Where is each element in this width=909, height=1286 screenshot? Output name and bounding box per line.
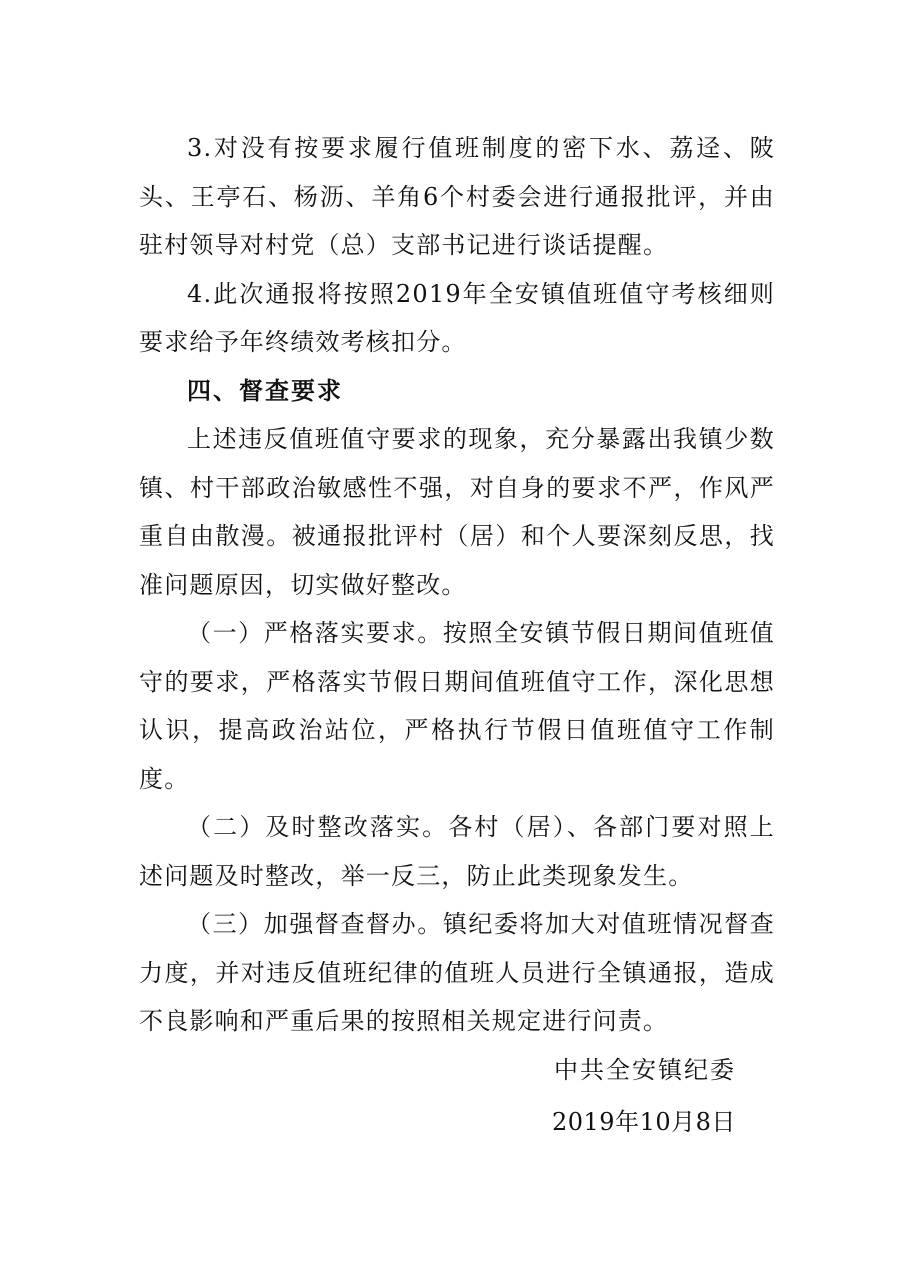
paragraph-intro: 上述违反值班值守要求的现象，充分暴露出我镇少数镇、村干部政治敏感性不强，对自身的要求不严，作风严重自由散漫。被通报批评村（居）和个人要深刻反思，找准问题原因，切实做好整改。 xyxy=(139,425,775,599)
paragraph-item-4: 4.此次通报将按照2019年全安镇值班值守考核细则要求给予年终绩效考核扣分。 xyxy=(139,279,775,356)
paragraph-requirement-1: （一）严格落实要求。按照全安镇节假日期间值班值守的要求，严格落实节假日期间值班值守工作，深化思想认识，提高政治站位，严格执行节假日值班值守工作制度。 xyxy=(139,619,775,793)
issue-date: 2019年10月8日 xyxy=(552,1107,736,1136)
document-body xyxy=(139,124,775,1146)
issuer-signature: 中共全安镇纪委 xyxy=(554,1055,736,1084)
paragraph-item-3: 3.对没有按要求履行值班制度的密下水、荔迳、陂头、王亭石、杨沥、羊角6个村委会进行通报批评，并由驻村领导对村党（总）支部书记进行谈话提醒。 xyxy=(139,134,775,259)
paragraph-requirement-3: （三）加强督查督办。镇纪委将加大对值班情况督查力度，并对违反值班纪律的值班人员进行全镇通报，造成不良影响和严重后果的按照相关规定进行问责。 xyxy=(139,910,775,1035)
paragraph-requirement-2: （二）及时整改落实。各村（居）、各部门要对照上述问题及时整改，举一反三，防止此类现象发生。 xyxy=(139,813,775,890)
section-heading-supervision: 四、督查要求 xyxy=(187,376,343,405)
